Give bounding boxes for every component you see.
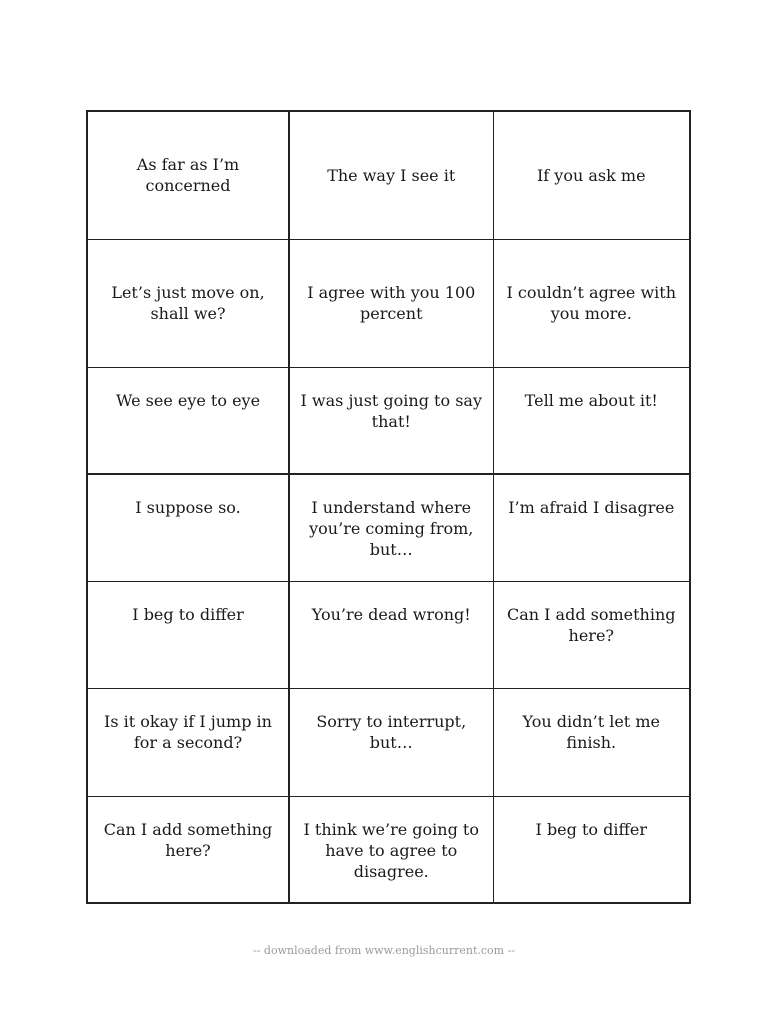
phrase-card: If you ask me (493, 111, 690, 239)
phrase-card: Can I add something here? (493, 581, 690, 688)
phrase-card: You didn’t let me finish. (493, 688, 690, 796)
phrase-card: I beg to differ (87, 581, 289, 688)
card-row (87, 474, 690, 581)
phrase-card-grid (86, 110, 691, 904)
phrase-card: Is it okay if I jump in for a second? (87, 688, 289, 796)
card-row (87, 367, 690, 474)
phrase-card: I’m afraid I disagree (493, 474, 690, 581)
phrase-card: I agree with you 100 percent (289, 239, 493, 367)
phrase-card: I think we’re going to have to agree to disagree. (289, 796, 493, 903)
phrase-card: We see eye to eye (87, 367, 289, 474)
phrase-card: I suppose so. (87, 474, 289, 581)
card-row (87, 688, 690, 796)
phrase-card: I understand where you’re coming from, but… (289, 474, 493, 581)
phrase-card: I was just going to say that! (289, 367, 493, 474)
card-row (87, 111, 690, 239)
phrase-card: Can I add something here? (87, 796, 289, 903)
phrase-card: I beg to differ (493, 796, 690, 903)
source-footer: -- downloaded from www.englishcurrent.com -- (252, 944, 516, 957)
phrase-card: The way I see it (289, 111, 493, 239)
phrase-card: Sorry to interrupt, but… (289, 688, 493, 796)
phrase-card: I couldn’t agree with you more. (493, 239, 690, 367)
phrase-card: Let’s just move on, shall we? (87, 239, 289, 367)
phrase-card: You’re dead wrong! (289, 581, 493, 688)
card-row (87, 796, 690, 903)
card-row (87, 581, 690, 688)
phrase-card: As far as I’m concerned (87, 111, 289, 239)
card-row (87, 239, 690, 367)
phrase-card: Tell me about it! (493, 367, 690, 474)
